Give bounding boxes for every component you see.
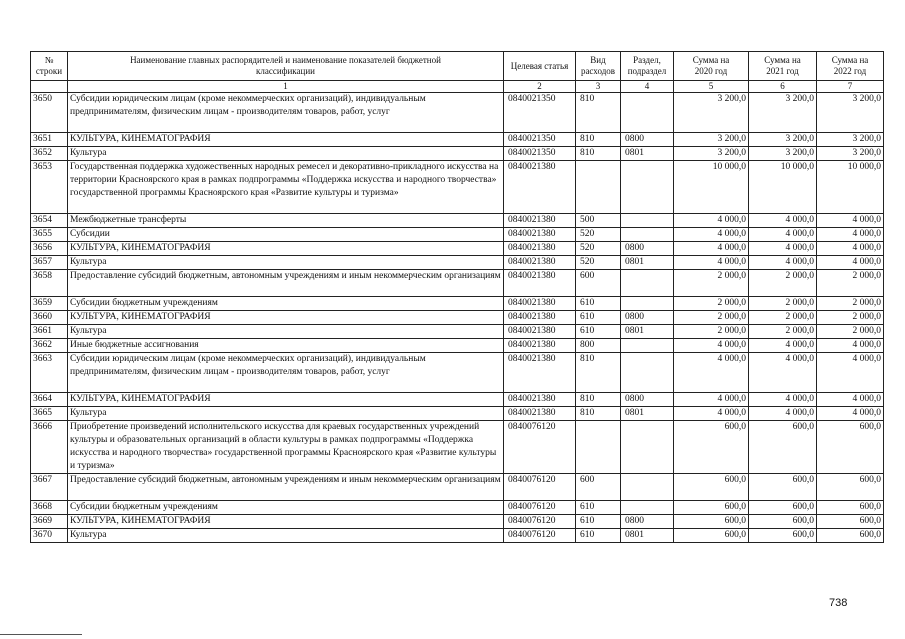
sum-2022-cell: 600,0	[817, 515, 884, 529]
sum-2022-cell: 4 000,0	[817, 393, 884, 407]
table-row	[31, 421, 884, 474]
table-row	[31, 256, 884, 270]
expense-type-cell: 810	[576, 393, 621, 407]
row-name-cell: Предоставление субсидий бюджетным, автономным учреждениям и иным некоммерческим организациям	[68, 474, 504, 501]
column-number: 3	[576, 81, 621, 93]
section-cell: 0801	[621, 407, 674, 421]
table-row	[31, 501, 884, 515]
row-name-cell: Предоставление субсидий бюджетным, автономным учреждениям и иным некоммерческим организациям	[68, 270, 504, 297]
sum-2022-cell: 600,0	[817, 501, 884, 515]
row-name-cell: Иные бюджетные ассигнования	[68, 339, 504, 353]
section-cell: 0800	[621, 515, 674, 529]
sum-2021-cell: 600,0	[749, 421, 817, 474]
row-name-cell: Культура	[68, 256, 504, 270]
target-article-cell: 0840021380	[504, 256, 576, 270]
sum-2021-cell: 4 000,0	[749, 256, 817, 270]
table-row	[31, 407, 884, 421]
sum-2021-cell: 600,0	[749, 474, 817, 501]
row-name-cell: Субсидии бюджетным учреждениям	[68, 501, 504, 515]
section-cell	[621, 421, 674, 474]
target-article-cell: 0840021380	[504, 214, 576, 228]
row-number-cell: 3668	[31, 501, 68, 515]
expense-type-cell: 610	[576, 529, 621, 543]
sum-2022-cell: 3 200,0	[817, 133, 884, 147]
row-number-cell: 3652	[31, 147, 68, 161]
row-number-cell: 3650	[31, 93, 68, 133]
expense-type-cell: 810	[576, 133, 621, 147]
expense-type-cell: 800	[576, 339, 621, 353]
target-article-cell: 0840021380	[504, 161, 576, 214]
expense-type-cell: 610	[576, 325, 621, 339]
sum-2022-cell: 600,0	[817, 529, 884, 543]
section-cell: 0800	[621, 242, 674, 256]
sum-2020-cell: 4 000,0	[674, 339, 749, 353]
row-name-cell: Культура	[68, 407, 504, 421]
target-article-cell: 0840021380	[504, 297, 576, 311]
target-article-cell: 0840021350	[504, 147, 576, 161]
page-number: 738	[829, 597, 848, 609]
section-cell: 0800	[621, 311, 674, 325]
row-number-cell: 3660	[31, 311, 68, 325]
expense-type-cell: 810	[576, 147, 621, 161]
expense-type-cell: 810	[576, 353, 621, 393]
sum-2021-cell: 3 200,0	[749, 93, 817, 133]
sum-2020-cell: 4 000,0	[674, 256, 749, 270]
expense-type-cell: 600	[576, 474, 621, 501]
table-row	[31, 353, 884, 393]
section-cell	[621, 353, 674, 393]
header-name: Наименование главных распорядителей и наименование показателей бюджетной классификации	[68, 52, 504, 81]
sum-2020-cell: 4 000,0	[674, 393, 749, 407]
target-article-cell: 0840021380	[504, 270, 576, 297]
table-row	[31, 311, 884, 325]
sum-2020-cell: 600,0	[674, 515, 749, 529]
sum-2020-cell: 3 200,0	[674, 133, 749, 147]
row-number-cell: 3670	[31, 529, 68, 543]
target-article-cell: 0840076120	[504, 474, 576, 501]
row-number-cell: 3656	[31, 242, 68, 256]
row-number-cell: 3664	[31, 393, 68, 407]
sum-2021-cell: 4 000,0	[749, 393, 817, 407]
table-row	[31, 339, 884, 353]
table-row	[31, 529, 884, 543]
sum-2022-cell: 3 200,0	[817, 147, 884, 161]
sum-2021-cell: 600,0	[749, 501, 817, 515]
sum-2020-cell: 600,0	[674, 421, 749, 474]
footer-rule	[0, 634, 82, 635]
header-sum-2022: Сумма на 2022 год	[817, 52, 884, 81]
section-cell	[621, 161, 674, 214]
section-cell	[621, 474, 674, 501]
expense-type-cell: 610	[576, 501, 621, 515]
row-name-cell: Субсидии	[68, 228, 504, 242]
sum-2022-cell: 3 200,0	[817, 93, 884, 133]
row-name-cell: Культура	[68, 325, 504, 339]
expense-type-cell: 810	[576, 407, 621, 421]
sum-2020-cell: 600,0	[674, 529, 749, 543]
expense-type-cell	[576, 161, 621, 214]
sum-2022-cell: 4 000,0	[817, 242, 884, 256]
sum-2020-cell: 4 000,0	[674, 242, 749, 256]
section-cell: 0801	[621, 147, 674, 161]
header-row	[31, 52, 884, 81]
header-sum-2021: Сумма на 2021 год	[749, 52, 817, 81]
expense-type-cell: 610	[576, 515, 621, 529]
sum-2022-cell: 2 000,0	[817, 297, 884, 311]
sum-2022-cell: 4 000,0	[817, 228, 884, 242]
sum-2020-cell: 10 000,0	[674, 161, 749, 214]
budget-table	[30, 51, 884, 543]
sum-2022-cell: 2 000,0	[817, 311, 884, 325]
table-row	[31, 325, 884, 339]
expense-type-cell: 520	[576, 242, 621, 256]
column-number: 5	[674, 81, 749, 93]
section-cell: 0801	[621, 256, 674, 270]
column-number: 1	[68, 81, 504, 93]
row-number-cell: 3665	[31, 407, 68, 421]
sum-2021-cell: 2 000,0	[749, 325, 817, 339]
column-number	[31, 81, 68, 93]
header-target-article: Целевая статья	[504, 52, 576, 81]
sum-2020-cell: 4 000,0	[674, 228, 749, 242]
section-cell	[621, 339, 674, 353]
row-number-cell: 3669	[31, 515, 68, 529]
table-row	[31, 515, 884, 529]
sum-2020-cell: 2 000,0	[674, 297, 749, 311]
column-number: 2	[504, 81, 576, 93]
sum-2021-cell: 4 000,0	[749, 214, 817, 228]
sum-2021-cell: 4 000,0	[749, 228, 817, 242]
sum-2021-cell: 600,0	[749, 515, 817, 529]
sum-2022-cell: 600,0	[817, 474, 884, 501]
sum-2021-cell: 2 000,0	[749, 311, 817, 325]
header-sum-2020: Сумма на 2020 год	[674, 52, 749, 81]
row-number-cell: 3659	[31, 297, 68, 311]
target-article-cell: 0840021380	[504, 242, 576, 256]
sum-2020-cell: 2 000,0	[674, 311, 749, 325]
target-article-cell: 0840021380	[504, 339, 576, 353]
target-article-cell: 0840021380	[504, 393, 576, 407]
section-cell	[621, 214, 674, 228]
sum-2020-cell: 3 200,0	[674, 147, 749, 161]
table-body	[31, 93, 884, 543]
row-number-cell: 3651	[31, 133, 68, 147]
target-article-cell: 0840076120	[504, 515, 576, 529]
sum-2021-cell: 600,0	[749, 529, 817, 543]
expense-type-cell: 500	[576, 214, 621, 228]
table-row	[31, 214, 884, 228]
column-numbers-row	[31, 81, 884, 93]
row-name-cell: Субсидии юридическим лицам (кроме некоммерческих организаций), индивидуальным предпринимателям, физическим лицам - производителям товаров, работ, услуг	[68, 93, 504, 133]
header-row-number: № строки	[31, 52, 68, 81]
sum-2021-cell: 4 000,0	[749, 353, 817, 393]
sum-2020-cell: 600,0	[674, 474, 749, 501]
section-cell: 0801	[621, 325, 674, 339]
section-cell	[621, 297, 674, 311]
sum-2021-cell: 3 200,0	[749, 133, 817, 147]
row-name-cell: Приобретение произведений исполнительского искусства для краевых государственных учреждений культуры и образовательных организаций в области культуры в рамках подпрограммы «Поддержка искусства и народного творчества» государственной программы Красноярского края «Развитие культуры и туризма»	[68, 421, 504, 474]
column-number: 6	[749, 81, 817, 93]
row-name-cell: КУЛЬТУРА, КИНЕМАТОГРАФИЯ	[68, 393, 504, 407]
sum-2022-cell: 4 000,0	[817, 407, 884, 421]
sum-2020-cell: 3 200,0	[674, 93, 749, 133]
sum-2022-cell: 2 000,0	[817, 270, 884, 297]
target-article-cell: 0840021380	[504, 407, 576, 421]
sum-2022-cell: 600,0	[817, 421, 884, 474]
row-number-cell: 3663	[31, 353, 68, 393]
section-cell	[621, 93, 674, 133]
expense-type-cell: 810	[576, 93, 621, 133]
row-name-cell: КУЛЬТУРА, КИНЕМАТОГРАФИЯ	[68, 242, 504, 256]
table-row	[31, 228, 884, 242]
row-name-cell: КУЛЬТУРА, КИНЕМАТОГРАФИЯ	[68, 133, 504, 147]
expense-type-cell: 610	[576, 311, 621, 325]
expense-type-cell: 520	[576, 256, 621, 270]
expense-type-cell: 610	[576, 297, 621, 311]
target-article-cell: 0840076120	[504, 501, 576, 515]
row-name-cell: КУЛЬТУРА, КИНЕМАТОГРАФИЯ	[68, 311, 504, 325]
row-number-cell: 3667	[31, 474, 68, 501]
sum-2021-cell: 3 200,0	[749, 147, 817, 161]
sum-2021-cell: 4 000,0	[749, 242, 817, 256]
target-article-cell: 0840021380	[504, 228, 576, 242]
target-article-cell: 0840021380	[504, 311, 576, 325]
column-number: 4	[621, 81, 674, 93]
table-row	[31, 297, 884, 311]
row-name-cell: Культура	[68, 147, 504, 161]
target-article-cell: 0840021380	[504, 325, 576, 339]
table-row	[31, 270, 884, 297]
sum-2020-cell: 4 000,0	[674, 353, 749, 393]
row-name-cell: Субсидии юридическим лицам (кроме некоммерческих организаций), индивидуальным предпринимателям, физическим лицам - производителям товаров, работ, услуг	[68, 353, 504, 393]
row-name-cell: Культура	[68, 529, 504, 543]
section-cell: 0801	[621, 529, 674, 543]
sum-2020-cell: 600,0	[674, 501, 749, 515]
table-row	[31, 93, 884, 133]
sum-2022-cell: 4 000,0	[817, 214, 884, 228]
section-cell: 0800	[621, 393, 674, 407]
section-cell	[621, 228, 674, 242]
sum-2020-cell: 2 000,0	[674, 270, 749, 297]
table-row	[31, 393, 884, 407]
section-cell	[621, 270, 674, 297]
row-name-cell: Межбюджетные трансферты	[68, 214, 504, 228]
sum-2020-cell: 2 000,0	[674, 325, 749, 339]
table-row	[31, 474, 884, 501]
expense-type-cell: 520	[576, 228, 621, 242]
row-number-cell: 3654	[31, 214, 68, 228]
sum-2022-cell: 10 000,0	[817, 161, 884, 214]
row-number-cell: 3666	[31, 421, 68, 474]
row-number-cell: 3655	[31, 228, 68, 242]
sum-2022-cell: 4 000,0	[817, 256, 884, 270]
expense-type-cell	[576, 421, 621, 474]
sum-2021-cell: 4 000,0	[749, 339, 817, 353]
table-row	[31, 133, 884, 147]
sum-2022-cell: 2 000,0	[817, 325, 884, 339]
target-article-cell: 0840021350	[504, 133, 576, 147]
column-number: 7	[817, 81, 884, 93]
target-article-cell: 0840076120	[504, 421, 576, 474]
header-section: Раздел, подраздел	[621, 52, 674, 81]
target-article-cell: 0840021380	[504, 353, 576, 393]
row-name-cell: Субсидии бюджетным учреждениям	[68, 297, 504, 311]
row-number-cell: 3658	[31, 270, 68, 297]
row-number-cell: 3657	[31, 256, 68, 270]
header-expense-type: Вид расходов	[576, 52, 621, 81]
sum-2021-cell: 10 000,0	[749, 161, 817, 214]
section-cell: 0800	[621, 133, 674, 147]
sum-2022-cell: 4 000,0	[817, 339, 884, 353]
row-name-cell: КУЛЬТУРА, КИНЕМАТОГРАФИЯ	[68, 515, 504, 529]
row-number-cell: 3662	[31, 339, 68, 353]
sum-2021-cell: 2 000,0	[749, 270, 817, 297]
sum-2022-cell: 4 000,0	[817, 353, 884, 393]
expense-type-cell: 600	[576, 270, 621, 297]
sum-2021-cell: 2 000,0	[749, 297, 817, 311]
target-article-cell: 0840076120	[504, 529, 576, 543]
sum-2021-cell: 4 000,0	[749, 407, 817, 421]
target-article-cell: 0840021350	[504, 93, 576, 133]
sum-2020-cell: 4 000,0	[674, 407, 749, 421]
section-cell	[621, 501, 674, 515]
row-name-cell: Государственная поддержка художественных народных ремесел и декоративно-прикладного искусства на территории Красноярского края в рамках подпрограммы «Поддержка искусства и народного творчества» государственной программы Красноярского края «Развитие культуры и туризма»	[68, 161, 504, 214]
row-number-cell: 3661	[31, 325, 68, 339]
sum-2020-cell: 4 000,0	[674, 214, 749, 228]
table-row	[31, 147, 884, 161]
table-row	[31, 161, 884, 214]
row-number-cell: 3653	[31, 161, 68, 214]
table-row	[31, 242, 884, 256]
